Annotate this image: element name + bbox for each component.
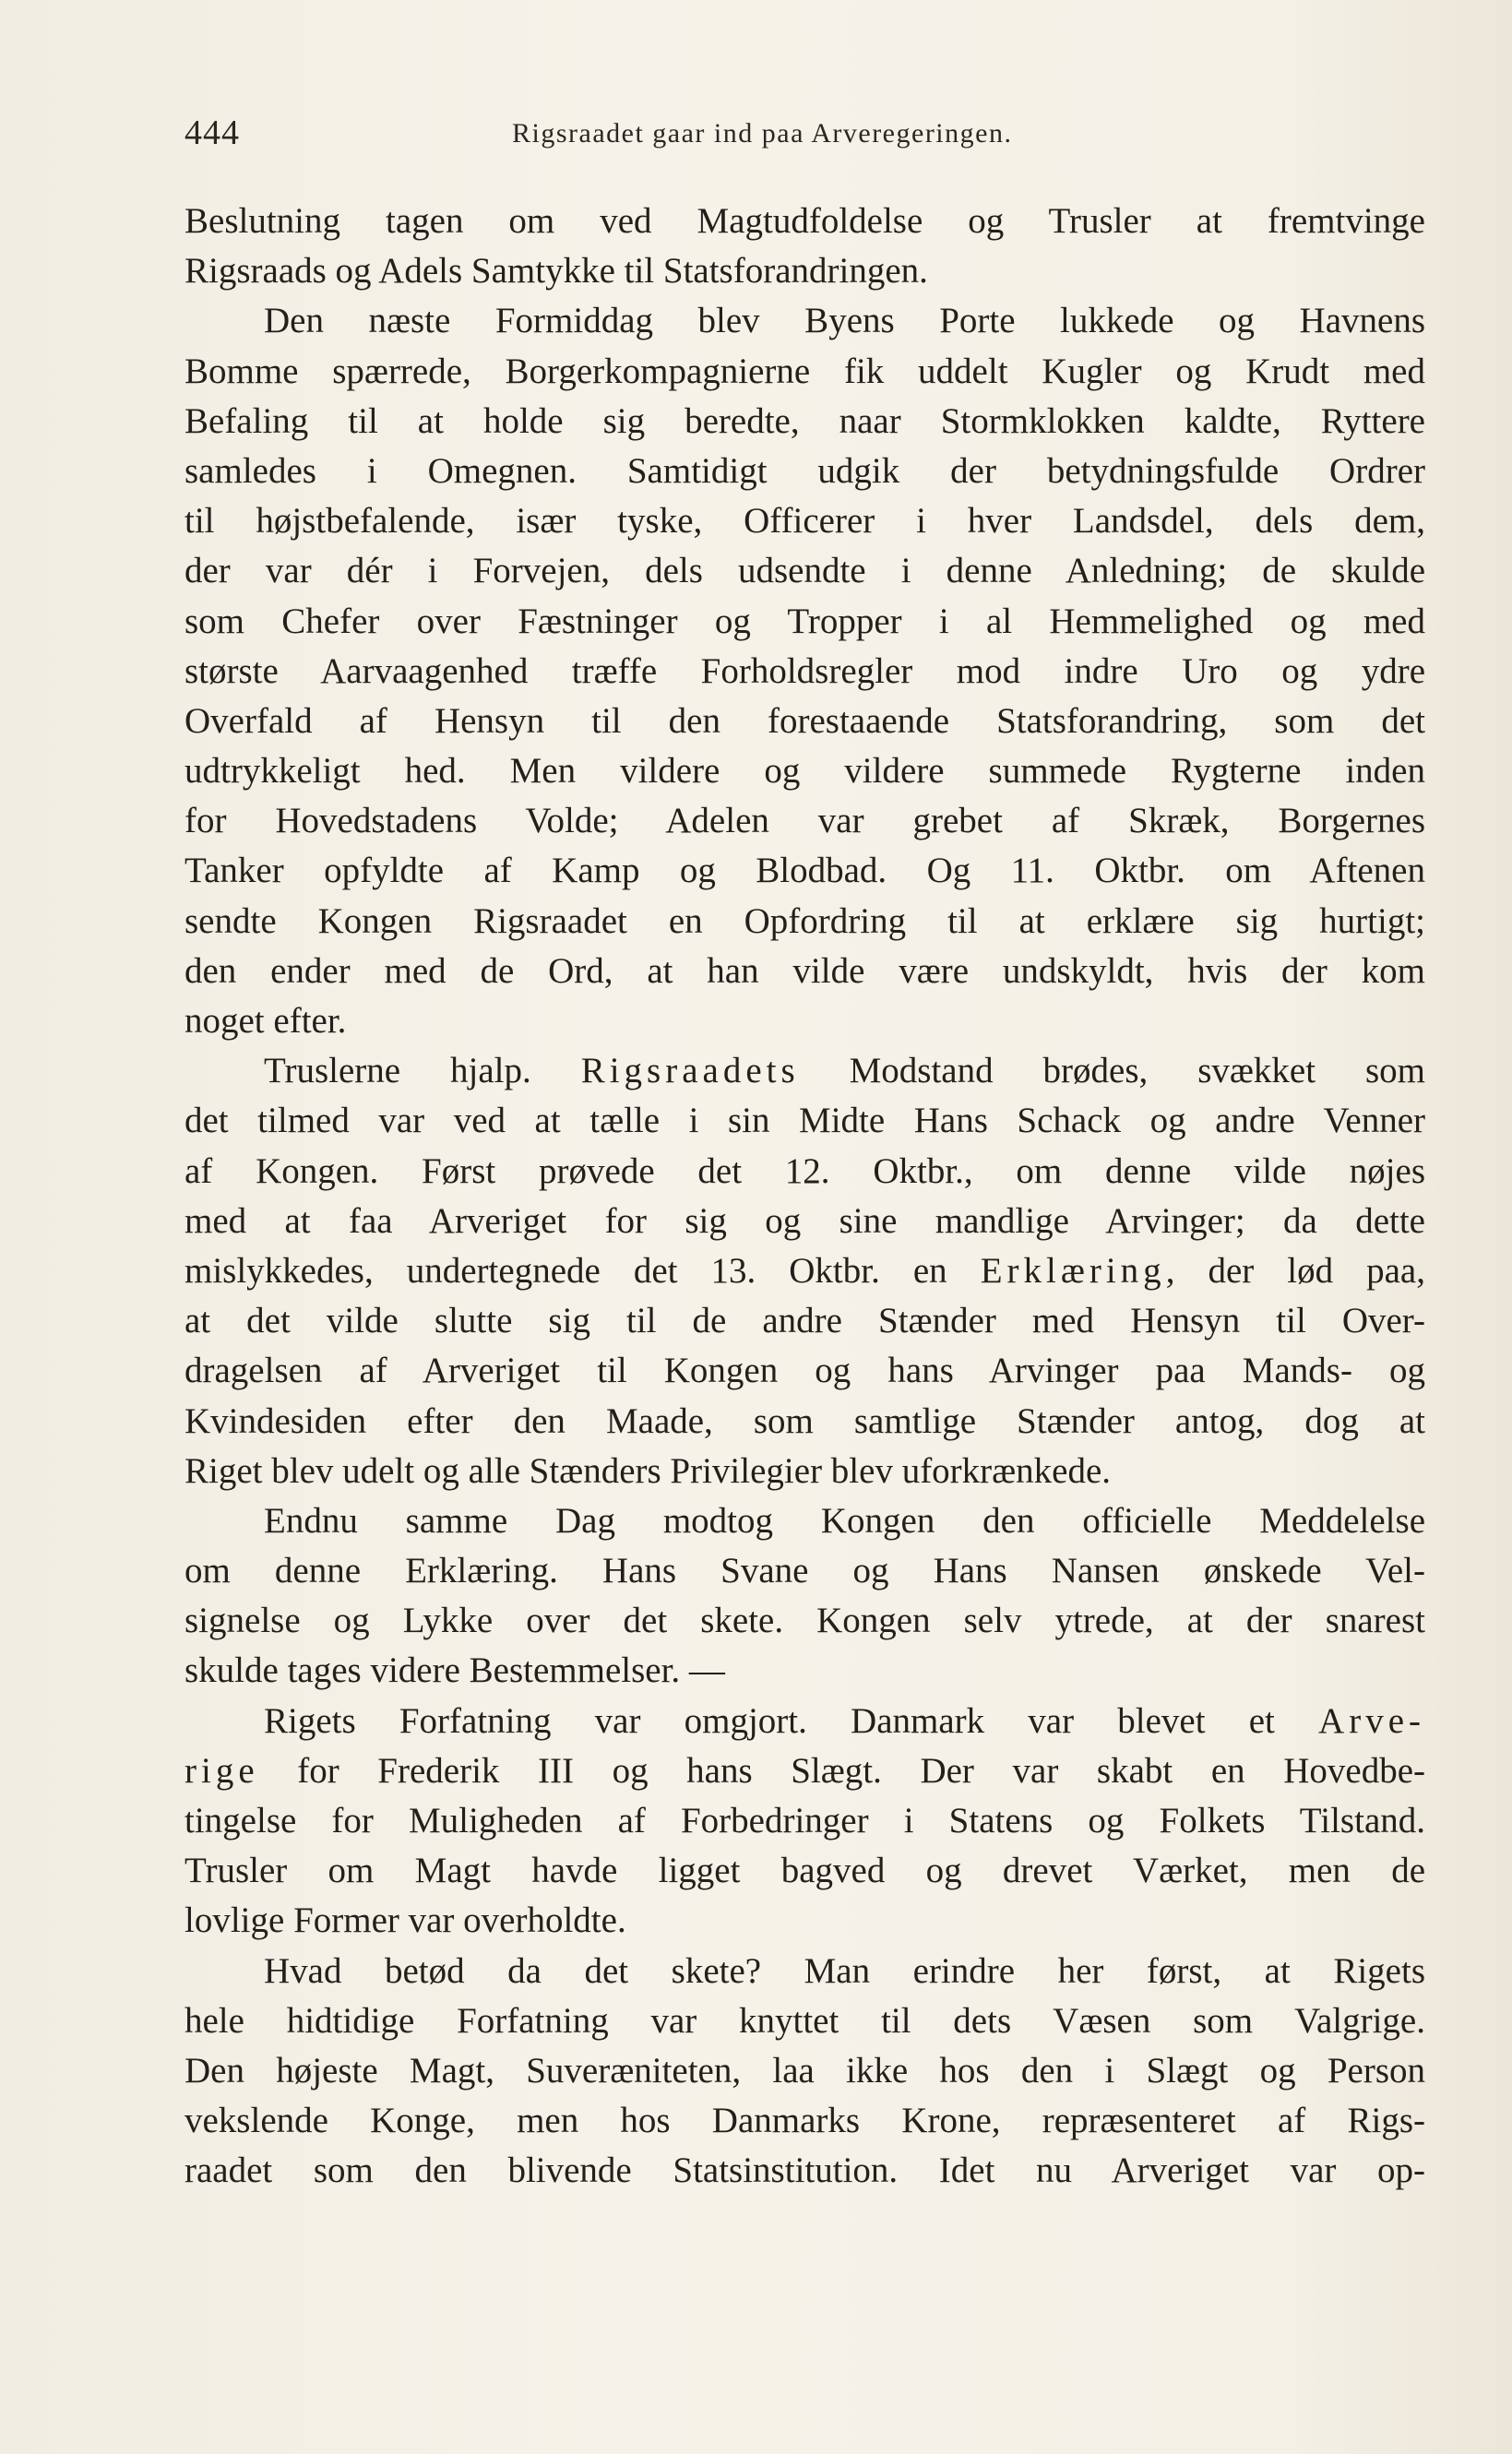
text-line: der var dér i Forvejen, dels udsendte i denne Anledning; de skulde (185, 551, 1425, 591)
text-segment: Truslerne hjalp. (264, 1051, 531, 1091)
text-segment: for Frederik III og hans Slægt. Der var skabt en Hovedbe- (297, 1750, 1425, 1791)
text-line: lovlige Former var overholdte. (185, 1900, 626, 1941)
text-segment: , der lød paa, (1165, 1250, 1425, 1291)
text-line: som Chefer over Fæstninger og Tropper i al Hemmelighed og med (185, 601, 1425, 641)
text-line: Rigsraads og Adels Samtykke til Statsforandringen. (185, 251, 928, 292)
text-line: om denne Erklæring. Hans Svane og Hans Nansen ønskede Vel- (185, 1551, 1425, 1591)
text-line: den ender med de Ord, at han vilde være undskyldt, hvis der kom (185, 950, 1425, 991)
text-segment: Rigets Forfatning var omgjort. Danmark var blevet et (264, 1700, 1275, 1741)
text-line: tingelse for Muligheden af Forbedringer i Statens og Folkets Tilstand. (185, 1801, 1425, 1840)
page-number: 444 (185, 113, 240, 152)
text-line: skulde tages videre Bestemmelser. — (185, 1650, 725, 1691)
text-line: Beslutning tagen om ved Magtudfoldelse og Trusler at fremtvinge (185, 201, 1425, 241)
text-segment: mislykkedes, undertegnede det 13. Oktbr. en (185, 1250, 947, 1291)
emphasis-spaced: rige (185, 1750, 259, 1791)
text-line: med at faa Arveriget for sig og sine mandlige Arvinger; da dette (185, 1200, 1425, 1241)
text-line: raadet som den blivende Statsinstitution. Idet nu Arveriget var op- (185, 2150, 1425, 2191)
text-line: Endnu samme Dag modtog Kongen den officielle Meddelelse (264, 1500, 1425, 1541)
text-line: noget efter. (185, 1001, 347, 1041)
text-line: vekslende Konge, men hos Danmarks Krone, repræsenteret af Rigs- (185, 2101, 1425, 2141)
text-line: det tilmed var ved at tælle i sin Midte Hans Schack og andre Venner (185, 1101, 1425, 1141)
text-line: Den højeste Magt, Suveræniteten, laa ikke hos den i Slægt og Person (185, 2050, 1425, 2091)
text-line: udtrykkeligt hed. Men vildere og vildere summede Rygterne inden (185, 751, 1425, 792)
text-line (185, 1246, 1425, 1296)
text-line: Trusler om Magt havde ligget bagved og drevet Værket, men de (185, 1851, 1425, 1891)
text-line: dragelsen af Arveriget til Kongen og hans Arvinger paa Mands- og (185, 1351, 1425, 1391)
text-line: af Kongen. Først prøvede det 12. Oktbr., om denne vilde nøjes (185, 1150, 1425, 1191)
running-title: Rigsraadet gaar ind paa Arveregeringen. (512, 118, 1013, 149)
text-line: Riget blev udelt og alle Stænders Privilegier blev uforkrænkede. (185, 1450, 1112, 1491)
text-line: Den næste Formiddag blev Byens Porte lukkede og Havnens (264, 301, 1425, 341)
text-line: signelse og Lykke over det skete. Kongen selv ytrede, at der snarest (185, 1601, 1425, 1641)
text-line: Tanker opfyldte af Kamp og Blodbad. Og 11. Oktbr. om Aftenen (185, 851, 1425, 891)
text-line: til højstbefalende, især tyske, Officerer i hver Landsdel, dels dem, (185, 501, 1425, 542)
text-line (185, 1046, 1425, 1096)
text-line: Befaling til at holde sig beredte, naar Stormklokken kaldte, Ryttere (185, 400, 1425, 441)
text-line (185, 1697, 1425, 1746)
text-line: samledes i Omegnen. Samtidigt udgik der betydningsfulde Ordrer (185, 450, 1425, 491)
text-line: hele hidtidige Forfatning var knyttet til dets Væsen som Valgrige. (185, 2000, 1425, 2041)
text-line (185, 1746, 1425, 1796)
text-line: at det vilde slutte sig til de andre Stænder med Hensyn til Over- (185, 1301, 1425, 1341)
text-line: sendte Kongen Rigsraadet en Opfordring til at erklære sig hurtigt; (185, 900, 1425, 941)
text-line: Hvad betød da det skete? Man erindre her først, at Rigets (264, 1950, 1425, 1991)
emphasis-spaced: Arve- (1318, 1700, 1425, 1741)
body-text (185, 197, 1425, 2197)
text-segment: Modstand brødes, svækket som (849, 1051, 1425, 1091)
emphasis-spaced: Erklæring (980, 1250, 1166, 1291)
emphasis-spaced: Rigsraadets (580, 1051, 800, 1091)
page-header (185, 109, 1425, 164)
text-line: for Hovedstadens Volde; Adelen var grebet af Skræk, Borgernes (185, 801, 1425, 841)
text-line: største Aarvaagenhed træffe Forholdsregler mod indre Uro og ydre (185, 650, 1425, 691)
text-line: Overfald af Hensyn til den forestaaende Statsforandring, som det (185, 700, 1425, 741)
text-line: Kvindesiden efter den Maade, som samtlige Stænder antog, dog at (185, 1400, 1425, 1441)
text-line: Bomme spærrede, Borgerkompagnierne fik uddelt Kugler og Krudt med (185, 351, 1425, 391)
